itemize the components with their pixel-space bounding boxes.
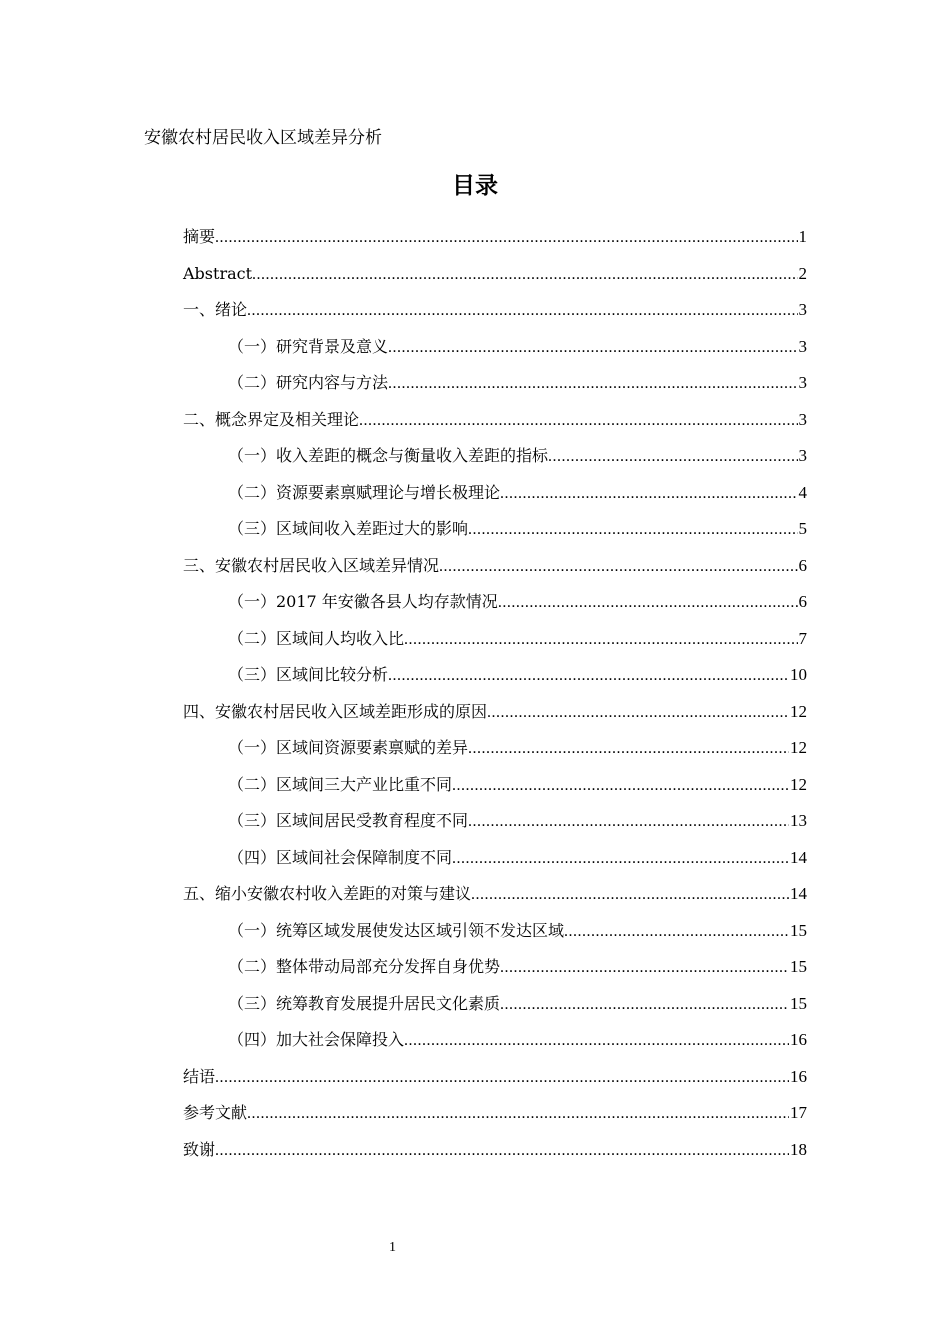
toc-entry[interactable] — [183, 407, 807, 444]
toc-entry[interactable] — [183, 1027, 807, 1064]
toc-entry[interactable] — [183, 589, 807, 626]
toc-entry-title: （三）区域间收入差距过大的影响 — [228, 519, 469, 538]
toc-entry-page: 18 — [790, 1139, 807, 1159]
toc-dot-leader — [468, 517, 797, 543]
toc-entry-title: （一）研究背景及意义 — [228, 336, 389, 356]
toc-entry-page: 3 — [798, 409, 807, 429]
toc-entry-page: 3 — [798, 446, 807, 465]
toc-entry-title: 摘要 — [183, 227, 216, 246]
toc-entry-title: （三）区域间比较分析 — [228, 665, 389, 684]
toc-entry-page: 7 — [798, 628, 807, 648]
toc-entry-page: 14 — [790, 847, 807, 867]
toc-entry-title: （二）整体带动局部充分发挥自身优势 — [228, 957, 501, 976]
toc-entry-title: （一）统筹区域发展使发达区域引领不发达区域 — [228, 920, 565, 940]
toc-entry[interactable] — [183, 370, 807, 407]
toc-dot-leader — [247, 1101, 789, 1127]
toc-entry[interactable] — [183, 1100, 807, 1137]
toc-dot-leader — [498, 590, 798, 616]
toc-entry[interactable] — [183, 334, 807, 371]
toc-entry-title: （一）区域间资源要素禀赋的差异 — [228, 738, 469, 757]
toc-entry-title: （三）区域间居民受教育程度不同 — [228, 811, 469, 830]
toc-entry-page: 1 — [798, 227, 807, 246]
toc-entry[interactable] — [183, 261, 807, 298]
toc-dot-leader — [500, 481, 797, 507]
toc-entry[interactable] — [183, 1064, 807, 1101]
toc-entry-page: 6 — [798, 555, 807, 575]
toc-entry-page: 13 — [790, 811, 807, 830]
toc-entry-page: 17 — [790, 1103, 807, 1122]
toc-entry-title: （二）资源要素禀赋理论与增长极理论 — [228, 482, 501, 502]
toc-entry[interactable] — [183, 1137, 807, 1174]
toc-entry-page: 15 — [790, 920, 807, 940]
toc-entry[interactable] — [183, 772, 807, 809]
toc-entry-title: （四）加大社会保障投入 — [228, 1030, 405, 1049]
toc-entry-page: 15 — [790, 957, 807, 976]
toc-dot-leader — [564, 919, 789, 945]
toc-entry-title: 三、安徽农村居民收入区域差异情况 — [183, 555, 440, 575]
toc-dot-leader — [548, 444, 797, 470]
toc-dot-leader — [468, 736, 789, 762]
toc-entry-title: （二）区域间三大产业比重不同 — [228, 774, 453, 794]
toc-dot-leader — [500, 955, 789, 981]
toc-entry-title: 致谢 — [183, 1139, 216, 1159]
toc-dot-leader — [439, 554, 797, 580]
toc-dot-leader — [487, 700, 789, 726]
page-number: 1 — [389, 1240, 396, 1255]
toc-entry-title: 四、安徽农村居民收入区域差距形成的原因 — [183, 701, 488, 721]
toc-dot-leader — [388, 335, 797, 361]
toc-dot-leader — [471, 882, 789, 908]
toc-entry-page: 10 — [790, 665, 807, 684]
toc-entry-page: 12 — [790, 701, 807, 721]
toc-entry[interactable] — [183, 699, 807, 736]
toc-dot-leader — [468, 809, 789, 835]
toc-entry-title: （二）研究内容与方法 — [228, 373, 389, 392]
running-header: 安徽农村居民收入区域差异分析 — [144, 128, 382, 148]
toc-entry-title: （二）区域间人均收入比 — [228, 628, 405, 648]
toc-dot-leader — [388, 371, 797, 397]
toc-entry[interactable] — [183, 662, 807, 699]
toc-entry[interactable] — [183, 297, 807, 334]
toc-title: 目录 — [452, 173, 498, 199]
toc-entry-page: 16 — [790, 1030, 807, 1049]
toc-entry-page: 2 — [798, 263, 807, 283]
toc-dot-leader — [404, 1028, 789, 1054]
toc-entry[interactable] — [183, 918, 807, 955]
toc-entry-title: Abstract — [183, 263, 253, 283]
toc-entry-page: 3 — [798, 300, 807, 319]
toc-dot-leader — [452, 846, 789, 872]
toc-entry-title: 二、概念界定及相关理论 — [183, 409, 360, 429]
toc-entry-page: 14 — [790, 884, 807, 903]
toc-entry-page: 3 — [798, 373, 807, 392]
toc-dot-leader — [215, 225, 797, 251]
toc-entry-title: （三）统筹教育发展提升居民文化素质 — [228, 993, 501, 1013]
toc-dot-leader — [247, 298, 797, 324]
toc-entry-page: 4 — [798, 482, 807, 502]
toc-entry-page: 5 — [798, 519, 807, 538]
toc-dot-leader — [404, 627, 797, 653]
toc-dot-leader — [215, 1065, 789, 1091]
toc-entry-page: 12 — [790, 774, 807, 794]
toc-entry-page: 15 — [790, 993, 807, 1013]
toc-dot-leader — [388, 663, 789, 689]
toc-entry[interactable] — [183, 224, 807, 261]
toc-entry-title: （四）区域间社会保障制度不同 — [228, 847, 453, 867]
toc-entry[interactable] — [183, 808, 807, 845]
toc-dot-leader — [500, 992, 789, 1018]
toc-entry-title: 一、绪论 — [183, 300, 248, 319]
toc-entry[interactable] — [183, 480, 807, 517]
toc-entry-page: 3 — [798, 336, 807, 356]
toc-entry-title: 参考文献 — [183, 1103, 248, 1122]
toc-entry-page: 12 — [790, 738, 807, 757]
toc-entry-title: （一）收入差距的概念与衡量收入差距的指标 — [228, 446, 549, 465]
toc-entry-title: （一）2017 年安徽各县人均存款情况 — [228, 592, 498, 611]
toc-entry-title: 结语 — [183, 1066, 216, 1086]
toc-entry-page: 6 — [798, 592, 807, 611]
toc-entry[interactable] — [183, 735, 807, 772]
toc-entry[interactable] — [183, 954, 807, 991]
toc-dot-leader — [359, 408, 797, 434]
toc-dot-leader — [252, 262, 797, 288]
toc-entry[interactable] — [183, 443, 807, 480]
toc-entry-page: 16 — [790, 1066, 807, 1086]
toc-entry-title: 五、缩小安徽农村收入差距的对策与建议 — [183, 884, 472, 903]
toc-entry[interactable] — [183, 626, 807, 663]
table-of-contents — [183, 224, 807, 1173]
toc-entry[interactable] — [183, 845, 807, 882]
toc-dot-leader — [215, 1138, 789, 1164]
toc-dot-leader — [452, 773, 789, 799]
toc-entry[interactable] — [183, 991, 807, 1028]
toc-entry[interactable] — [183, 516, 807, 553]
toc-entry[interactable] — [183, 881, 807, 918]
toc-entry[interactable] — [183, 553, 807, 590]
